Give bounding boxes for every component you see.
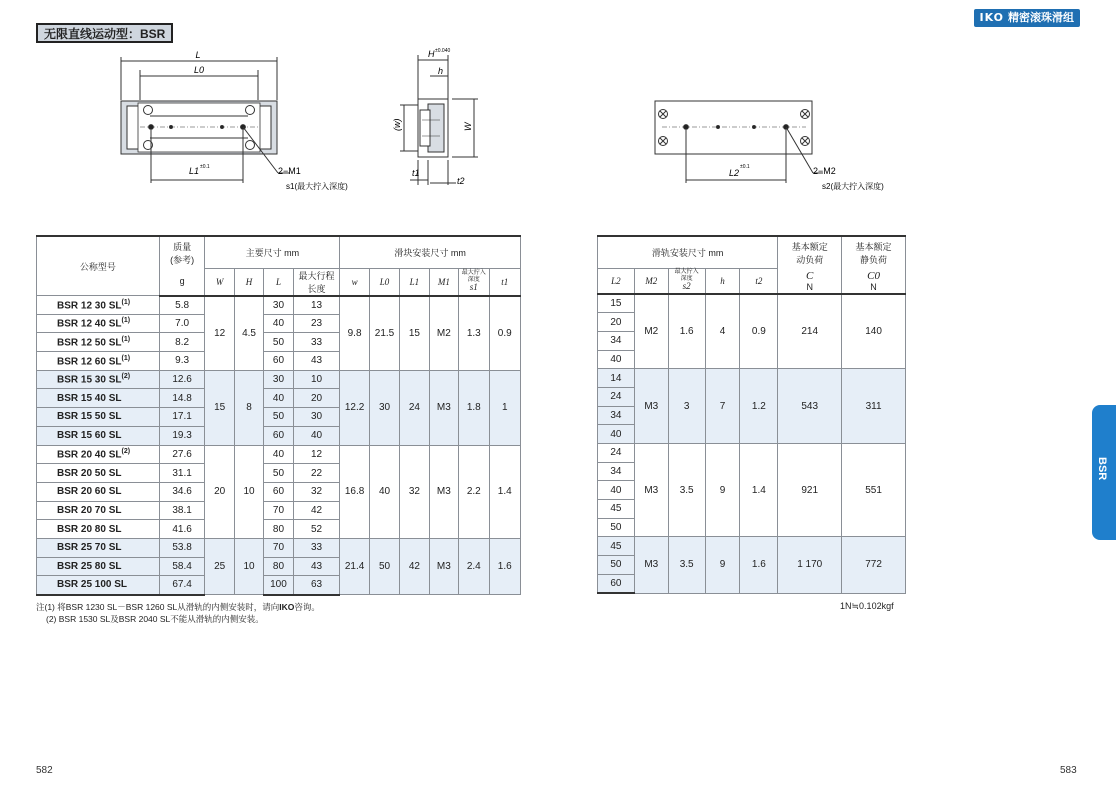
- header-H: H: [234, 268, 263, 296]
- table-row: [598, 444, 906, 463]
- dim-C0-cell: 551: [842, 444, 906, 537]
- dim-M1-cell: M2: [429, 296, 458, 371]
- length-cell: 30: [264, 296, 293, 315]
- length-cell: 80: [264, 520, 293, 539]
- dim-M2-cell: M3: [634, 444, 668, 537]
- dim-t1-cell: 1.6: [489, 538, 521, 594]
- header-h: h: [705, 268, 740, 294]
- header-rail-dims: 滑轨安装尺寸 mm: [598, 236, 778, 268]
- header-L: L: [264, 268, 293, 296]
- dim-h-cell: 9: [705, 537, 740, 593]
- dim-M1-cell: M3: [429, 445, 458, 538]
- L2-cell: 40: [598, 425, 635, 444]
- model-cell: BSR 15 30 SL$^{(2)}$: [37, 370, 160, 389]
- dim-H-tol: ±0.040: [435, 48, 451, 54]
- dim-w-cell: 12.2: [340, 370, 369, 445]
- dim-H-cell: 10: [234, 445, 263, 538]
- dim-L0-cell: 40: [369, 445, 399, 538]
- dim-s2-cell: 3: [668, 369, 705, 444]
- mass-cell: 41.6: [159, 520, 205, 539]
- table-row: [598, 369, 906, 388]
- stroke-cell: 43: [293, 352, 340, 371]
- dim-L1-cell: 32: [400, 445, 429, 538]
- dim-L0-cell: 30: [369, 370, 399, 445]
- header-W: W: [205, 268, 234, 296]
- table-row: [37, 445, 521, 464]
- dim-t2-cell: 1.4: [740, 444, 778, 537]
- dim-t2-cell: 0.9: [740, 294, 778, 369]
- L2-cell: 15: [598, 294, 635, 313]
- stroke-cell: 20: [293, 389, 340, 408]
- L2-cell: 24: [598, 444, 635, 463]
- model-cell: BSR 12 60 SL$^{(1)}$: [37, 352, 160, 371]
- mass-cell: 5.8: [159, 296, 205, 315]
- header-model: 公称型号: [37, 236, 160, 296]
- dim-W-cell: 15: [205, 370, 234, 445]
- length-cell: 60: [264, 482, 293, 501]
- model-cell: BSR 15 50 SL: [37, 408, 160, 427]
- dim-w-cell: 16.8: [340, 445, 369, 538]
- stroke-cell: 52: [293, 520, 340, 539]
- label-M2: 2−M2: [813, 166, 836, 176]
- L2-cell: 40: [598, 350, 635, 369]
- length-cell: 70: [264, 538, 293, 557]
- dim-L1-cell: 15: [400, 296, 429, 371]
- model-cell: BSR 20 50 SL: [37, 464, 160, 483]
- dim-C0-cell: 311: [842, 369, 906, 444]
- mass-cell: 12.6: [159, 370, 205, 389]
- L2-cell: 60: [598, 574, 635, 593]
- model-cell: BSR 25 100 SL: [37, 576, 160, 595]
- stroke-cell: 43: [293, 557, 340, 576]
- dim-h: h: [438, 66, 444, 76]
- header-block-dims: 滑块安装尺寸 mm: [340, 236, 521, 268]
- L2-cell: 34: [598, 331, 635, 350]
- left-spec-table: [36, 235, 521, 596]
- mass-cell: 38.1: [159, 501, 205, 520]
- page-number-right: 583: [1060, 765, 1077, 776]
- technical-drawings: [0, 0, 1116, 220]
- dim-C0-cell: 140: [842, 294, 906, 369]
- header-s1: 最大拧入 深度 s1: [459, 268, 489, 296]
- dim-L0: L0: [193, 65, 205, 75]
- dim-s2-cell: 3.5: [668, 444, 705, 537]
- dim-L: L: [195, 50, 201, 60]
- header-mass-unit: g: [159, 268, 205, 296]
- L2-cell: 14: [598, 369, 635, 388]
- stroke-cell: 42: [293, 501, 340, 520]
- length-cell: 40: [264, 389, 293, 408]
- header-w: w: [340, 268, 369, 296]
- dim-L0-cell: 50: [369, 538, 399, 594]
- stroke-cell: 63: [293, 576, 340, 595]
- dim-s2-cell: 1.6: [668, 294, 705, 369]
- length-cell: 50: [264, 464, 293, 483]
- dim-W-cell: 12: [205, 296, 234, 371]
- dim-W-cell: 25: [205, 538, 234, 594]
- model-cell: BSR 25 80 SL: [37, 557, 160, 576]
- stroke-cell: 10: [293, 370, 340, 389]
- length-cell: 60: [264, 352, 293, 371]
- length-cell: 50: [264, 408, 293, 427]
- header-main-dims: 主要尺寸 mm: [205, 236, 340, 268]
- length-cell: 40: [264, 445, 293, 464]
- stroke-cell: 40: [293, 426, 340, 445]
- dim-H-cell: 10: [234, 538, 263, 594]
- dim-t1-cell: 0.9: [489, 296, 521, 371]
- header-L2: L2: [598, 268, 635, 294]
- L2-cell: 20: [598, 313, 635, 332]
- stroke-cell: 12: [293, 445, 340, 464]
- header-t1: t1: [489, 268, 521, 296]
- mass-cell: 58.4: [159, 557, 205, 576]
- length-cell: 100: [264, 576, 293, 595]
- side-tab-bsr[interactable]: [1092, 405, 1116, 540]
- footnote-1: 注(1) 将BSR 1230 SL－BSR 1260 SL从滑轨的内侧安装时，请向IKO咨询。: [36, 602, 320, 612]
- dim-L1-cell: 24: [400, 370, 429, 445]
- mass-cell: 17.1: [159, 408, 205, 427]
- model-cell: BSR 20 60 SL: [37, 482, 160, 501]
- dim-L0-cell: 21.5: [369, 296, 399, 371]
- label-s1: s1(最大拧入深度): [286, 182, 348, 191]
- label-s2: s2(最大拧入深度): [822, 182, 884, 191]
- page-number-left: 582: [36, 765, 53, 776]
- L2-cell: 34: [598, 462, 635, 481]
- mass-cell: 27.6: [159, 445, 205, 464]
- L2-cell: 40: [598, 481, 635, 500]
- dim-w-cell: 9.8: [340, 296, 369, 371]
- stroke-cell: 33: [293, 333, 340, 352]
- mass-cell: 34.6: [159, 482, 205, 501]
- header-L0: L0: [369, 268, 399, 296]
- footnote-2: (2) BSR 1530 SL及BSR 2040 SL不能从滑轨的内侧安装。: [46, 614, 264, 624]
- footnote-iko-logo: IKO: [279, 602, 295, 612]
- label-M1: 2−M1: [278, 166, 301, 176]
- stroke-cell: 33: [293, 538, 340, 557]
- dim-C-cell: 1 170: [778, 537, 842, 593]
- dim-w-cell: 21.4: [340, 538, 369, 594]
- length-cell: 50: [264, 333, 293, 352]
- dim-t2-cell: 1.6: [740, 537, 778, 593]
- L2-cell: 24: [598, 387, 635, 406]
- unit-conversion: 1N≒0.102kgf: [840, 601, 894, 611]
- dim-h-cell: 9: [705, 444, 740, 537]
- header-C: C N: [778, 268, 842, 294]
- stroke-cell: 32: [293, 482, 340, 501]
- header-M1: M1: [429, 268, 458, 296]
- dim-L1-tol: ±0.1: [200, 164, 210, 170]
- dim-W: W: [463, 122, 473, 131]
- iko-logo: IKO: [979, 11, 1004, 24]
- table-row: [37, 296, 521, 315]
- model-cell: BSR 12 30 SL$^{(1)}$: [37, 296, 160, 315]
- dim-t2-cell: 1.2: [740, 369, 778, 444]
- dim-H-cell: 4.5: [234, 296, 263, 371]
- dim-t1-cell: 1: [489, 370, 521, 445]
- dim-C0-cell: 772: [842, 537, 906, 593]
- right-spec-table: [597, 235, 906, 594]
- header-s2: 最大拧入 深度 s2: [668, 268, 705, 294]
- dim-h-cell: 7: [705, 369, 740, 444]
- left-table-body: [37, 296, 521, 595]
- right-table-body: [598, 294, 906, 593]
- dim-L1-cell: 42: [400, 538, 429, 594]
- L2-cell: 45: [598, 537, 635, 556]
- mass-cell: 53.8: [159, 538, 205, 557]
- dim-H-cell: 8: [234, 370, 263, 445]
- mass-cell: 14.8: [159, 389, 205, 408]
- table-row: [37, 370, 521, 389]
- dim-C-cell: 543: [778, 369, 842, 444]
- length-cell: 60: [264, 426, 293, 445]
- header-stroke: 最大行程 长度: [293, 268, 340, 296]
- length-cell: 70: [264, 501, 293, 520]
- header-L1: L1: [400, 268, 429, 296]
- mass-cell: 9.3: [159, 352, 205, 371]
- table-row: [598, 294, 906, 313]
- stroke-cell: 23: [293, 314, 340, 333]
- stroke-cell: 22: [293, 464, 340, 483]
- dim-L2: L2: [728, 168, 740, 178]
- dim-H: H: [428, 49, 435, 59]
- model-cell: BSR 15 40 SL: [37, 389, 160, 408]
- mass-cell: 8.2: [159, 333, 205, 352]
- dim-w: (w): [392, 118, 402, 131]
- header-M2: M2: [634, 268, 668, 294]
- length-cell: 30: [264, 370, 293, 389]
- mass-cell: 31.1: [159, 464, 205, 483]
- dim-s1-cell: 1.8: [459, 370, 489, 445]
- dim-t1-cell: 1.4: [489, 445, 521, 538]
- dim-h-cell: 4: [705, 294, 740, 369]
- dim-s1-cell: 2.2: [459, 445, 489, 538]
- model-cell: BSR 15 60 SL: [37, 426, 160, 445]
- dim-t2: t2: [457, 176, 465, 186]
- dim-t1: t1: [412, 168, 420, 178]
- header-static-load: 基本额定 静负荷: [842, 236, 906, 268]
- model-cell: BSR 25 70 SL: [37, 538, 160, 557]
- table-row: [598, 537, 906, 556]
- model-cell: BSR 20 80 SL: [37, 520, 160, 539]
- model-cell: BSR 12 50 SL$^{(1)}$: [37, 333, 160, 352]
- dim-C-cell: 921: [778, 444, 842, 537]
- L2-cell: 50: [598, 518, 635, 537]
- dim-M2-cell: M3: [634, 369, 668, 444]
- L2-cell: 45: [598, 500, 635, 519]
- dim-M1-cell: M3: [429, 370, 458, 445]
- stroke-cell: 30: [293, 408, 340, 427]
- dim-s1-cell: 2.4: [459, 538, 489, 594]
- model-cell: BSR 20 40 SL$^{(2)}$: [37, 445, 160, 464]
- length-cell: 80: [264, 557, 293, 576]
- dim-s2-cell: 3.5: [668, 537, 705, 593]
- header-mass: 质量 (参考): [159, 236, 205, 268]
- header-t2: t2: [740, 268, 778, 294]
- dim-s1-cell: 1.3: [459, 296, 489, 371]
- side-tab-label: BSR: [1096, 457, 1108, 481]
- header-dynamic-load: 基本额定 动负荷: [778, 236, 842, 268]
- mass-cell: 19.3: [159, 426, 205, 445]
- model-cell: BSR 12 40 SL$^{(1)}$: [37, 314, 160, 333]
- table-row: [37, 538, 521, 557]
- model-cell: BSR 20 70 SL: [37, 501, 160, 520]
- dim-M1-cell: M3: [429, 538, 458, 594]
- dim-W-cell: 20: [205, 445, 234, 538]
- stroke-cell: 13: [293, 296, 340, 315]
- L2-cell: 34: [598, 406, 635, 425]
- dim-C-cell: 214: [778, 294, 842, 369]
- brand-text: 精密滚珠滑组: [1008, 12, 1074, 24]
- mass-cell: 67.4: [159, 576, 205, 595]
- dim-L2-tol: ±0.1: [740, 164, 750, 170]
- dim-L1: L1: [188, 166, 200, 176]
- L2-cell: 50: [598, 556, 635, 575]
- section-title: 无限直线运动型：BSR: [36, 23, 173, 43]
- mass-cell: 7.0: [159, 314, 205, 333]
- header-C0: C0 N: [842, 268, 906, 294]
- length-cell: 40: [264, 314, 293, 333]
- dim-M2-cell: M3: [634, 537, 668, 593]
- dim-M2-cell: M2: [634, 294, 668, 369]
